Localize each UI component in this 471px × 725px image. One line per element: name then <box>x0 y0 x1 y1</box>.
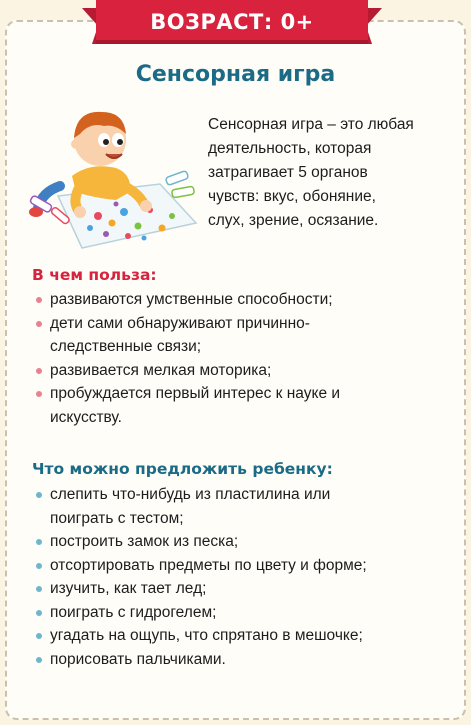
bullet-dot-icon <box>36 539 42 545</box>
intro-line: деятельность, которая <box>208 140 372 157</box>
list-item: изучить, как тает лед; <box>36 577 461 601</box>
list-item: отсортировать предметы по цвету и форме; <box>36 554 461 578</box>
benefits-heading: В чем польза: <box>32 266 157 284</box>
list-item: развивается мелкая моторика; <box>36 359 461 383</box>
intro-text <box>208 113 453 233</box>
list-item: дети сами обнаруживают причинно-следственные связи; <box>36 312 350 359</box>
bullet-dot-icon <box>36 586 42 592</box>
list-item: порисовать пальчиками. <box>36 648 461 672</box>
page-title: Сенсорная игра <box>135 62 336 87</box>
bullet-dot-icon <box>36 321 42 327</box>
bullet-dot-icon <box>36 368 42 374</box>
age-label: ВОЗРАСТ: 0+ <box>150 10 314 34</box>
bullet-dot-icon <box>36 391 42 397</box>
suggestions-list <box>36 483 461 671</box>
intro-line: затрагивает 5 органов <box>208 164 368 181</box>
age-ribbon <box>82 0 382 46</box>
intro-line: Сенсорная игра – это любая <box>208 116 414 133</box>
intro-line: слух, зрение, осязание. <box>208 212 379 229</box>
list-item: угадать на ощупь, что спрятано в мешочке; <box>36 624 461 648</box>
list-item: развиваются умственные способности; <box>36 288 461 312</box>
benefits-list <box>36 288 461 429</box>
list-item: построить замок из песка; <box>36 530 461 554</box>
intro-line: чувств: вкус, обоняние, <box>208 188 376 205</box>
child-finger-painting-illustration <box>20 88 205 253</box>
bullet-dot-icon <box>36 657 42 663</box>
list-item: слепить что-нибудь из пластилина или поиграть с тестом; <box>36 483 345 530</box>
list-item: поиграть с гидрогелем; <box>36 601 461 625</box>
bullet-dot-icon <box>36 563 42 569</box>
bullet-dot-icon <box>36 297 42 303</box>
bullet-dot-icon <box>36 492 42 498</box>
bullet-dot-icon <box>36 633 42 639</box>
list-item: пробуждается первый интерес к науке и искусству. <box>36 382 390 429</box>
bullet-dot-icon <box>36 610 42 616</box>
suggestions-heading: Что можно предложить ребенку: <box>32 460 333 478</box>
